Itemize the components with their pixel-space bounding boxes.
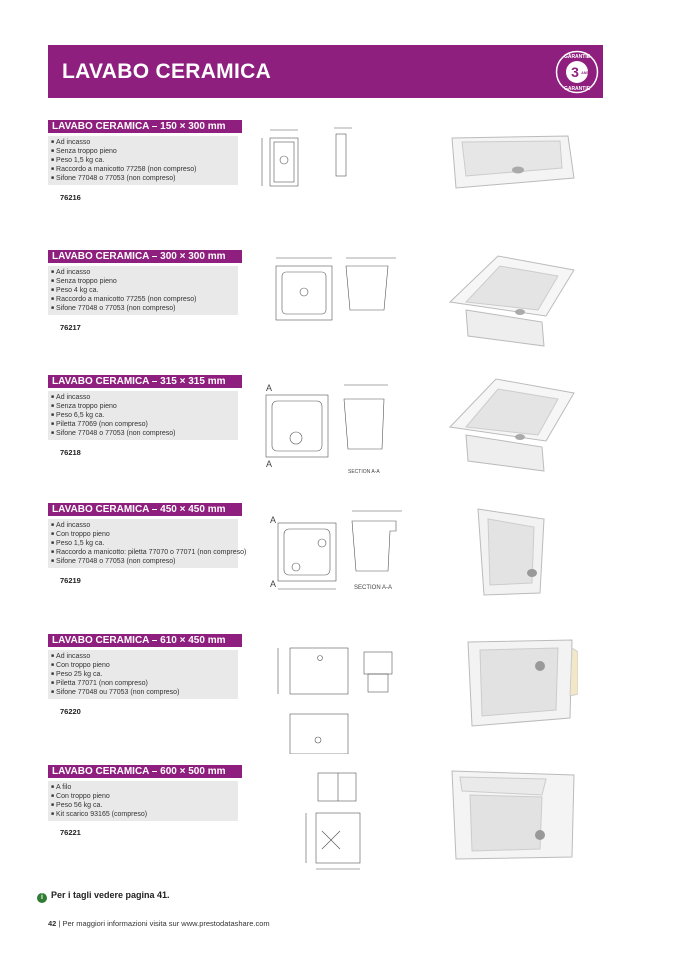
product-features	[48, 391, 238, 440]
feature-item: ■ Ad incasso	[51, 138, 238, 147]
feature-item: ■ Con troppo pieno	[51, 792, 238, 801]
feature-item: ■ Con troppo pieno	[51, 661, 238, 670]
feature-item: ■ Raccordo a manicotto 77255 (non compreso)	[51, 295, 238, 304]
badge-text-top: GARANTIE	[563, 54, 591, 60]
product-code: 76221	[60, 828, 81, 837]
guarantee-badge	[555, 50, 599, 94]
product-title: LAVABO CERAMICA – 610 × 450 mm	[48, 634, 242, 647]
feature-item: ■ Ad incasso	[51, 393, 238, 402]
feature-item: ■ Ad incasso	[51, 268, 238, 277]
product-76221	[48, 765, 608, 885]
product-76217	[48, 250, 608, 370]
section-label: SECTION A-A	[354, 585, 393, 591]
product-photo	[448, 375, 578, 475]
feature-item: ■ Raccordo a manicotto 77258 (non compreso)	[51, 165, 238, 174]
product-title: LAVABO CERAMICA – 315 × 315 mm	[48, 375, 242, 388]
product-photo	[448, 120, 578, 195]
product-code: 76218	[60, 448, 81, 457]
product-features	[48, 136, 238, 185]
footer-info-text: Per i tagli vedere pagina 41.	[51, 890, 170, 900]
feature-item: ■ Sifone 77048 ou 77053 (non compreso)	[51, 688, 238, 697]
product-title: LAVABO CERAMICA – 450 × 450 mm	[48, 503, 242, 516]
badge-number: 3	[571, 64, 579, 80]
feature-item: ■ A filo	[51, 783, 238, 792]
feature-item: ■ Sifone 77048 o 77053 (non compreso)	[51, 174, 238, 183]
feature-item: ■ Senza troppo pieno	[51, 277, 238, 286]
product-code: 76220	[60, 707, 81, 716]
page-number: 42	[48, 919, 57, 928]
product-76220	[48, 634, 608, 754]
section-marker: A	[266, 383, 273, 393]
info-icon: i	[37, 893, 47, 903]
feature-item: ■ Con troppo pieno	[51, 530, 238, 539]
footer-info	[37, 890, 170, 903]
page-header	[48, 45, 603, 98]
product-76216	[48, 120, 608, 240]
product-title: LAVABO CERAMICA – 300 × 300 mm	[48, 250, 242, 263]
product-code: 76216	[60, 193, 81, 202]
product-title: LAVABO CERAMICA – 600 × 500 mm	[48, 765, 242, 778]
product-photo	[448, 765, 578, 865]
feature-item: ■ Peso 6,5 kg ca.	[51, 411, 238, 420]
feature-item: ■ Peso 4 kg ca.	[51, 286, 238, 295]
feature-item: ■ Senza troppo pieno	[51, 147, 238, 156]
feature-item: ■ Sifone 77048 o 77053 (non compreso)	[51, 304, 238, 313]
product-code: 76219	[60, 576, 81, 585]
feature-item: ■ Peso 56 kg ca.	[51, 801, 238, 810]
section-marker: A	[266, 459, 273, 469]
technical-drawing	[256, 250, 406, 330]
feature-item: ■ Kit scarico 93165 (compreso)	[51, 810, 238, 819]
product-photo	[448, 250, 578, 350]
product-features	[48, 781, 238, 821]
product-photo	[448, 503, 548, 603]
product-features	[48, 519, 247, 568]
product-features	[48, 266, 238, 315]
technical-drawing	[256, 503, 411, 598]
feature-item: ■ Peso 1,5 kg ca.	[51, 156, 238, 165]
footer-page	[48, 919, 270, 928]
product-76218	[48, 375, 608, 495]
product-photo	[448, 634, 578, 734]
page-title: LAVABO CERAMICA	[62, 60, 272, 83]
feature-item: ■ Senza troppo pieno	[51, 402, 238, 411]
product-code: 76217	[60, 323, 81, 332]
section-label: SECTION A-A	[348, 469, 380, 475]
feature-item: ■ Ad incasso	[51, 521, 238, 530]
product-features	[48, 650, 238, 699]
section-marker: A	[270, 579, 277, 589]
footer-site-text: Per maggiori informazioni visita sur www.prestodatashare.com	[62, 919, 270, 928]
technical-drawing	[256, 375, 406, 480]
technical-drawing	[256, 765, 406, 875]
badge-text-bottom: GARANTIE	[563, 86, 591, 92]
product-76219	[48, 503, 608, 623]
feature-item: ■ Peso 1,5 kg ca.	[51, 539, 238, 548]
feature-item: ■ Piletta 77071 (non compreso)	[51, 679, 238, 688]
section-marker: A	[270, 515, 277, 525]
feature-item: ■ Piletta 77069 (non compreso)	[51, 420, 238, 429]
feature-item: ■ Sifone 77048 o 77053 (non compreso)	[51, 429, 238, 438]
technical-drawing	[256, 120, 406, 200]
product-title: LAVABO CERAMICA – 150 × 300 mm	[48, 120, 242, 133]
feature-item: ■ Ad incasso	[51, 652, 238, 661]
badge-unit: ANS	[581, 71, 589, 75]
feature-item: ■ Sifone 77048 o 77053 (non compreso)	[51, 557, 238, 566]
feature-item: ■ Peso 25 kg ca.	[51, 670, 238, 679]
feature-item: ■ Raccordo a manicotto: piletta 77070 o 77071 (non compreso)	[51, 548, 238, 557]
technical-drawing	[256, 634, 406, 754]
footer-separator: |	[58, 919, 61, 928]
